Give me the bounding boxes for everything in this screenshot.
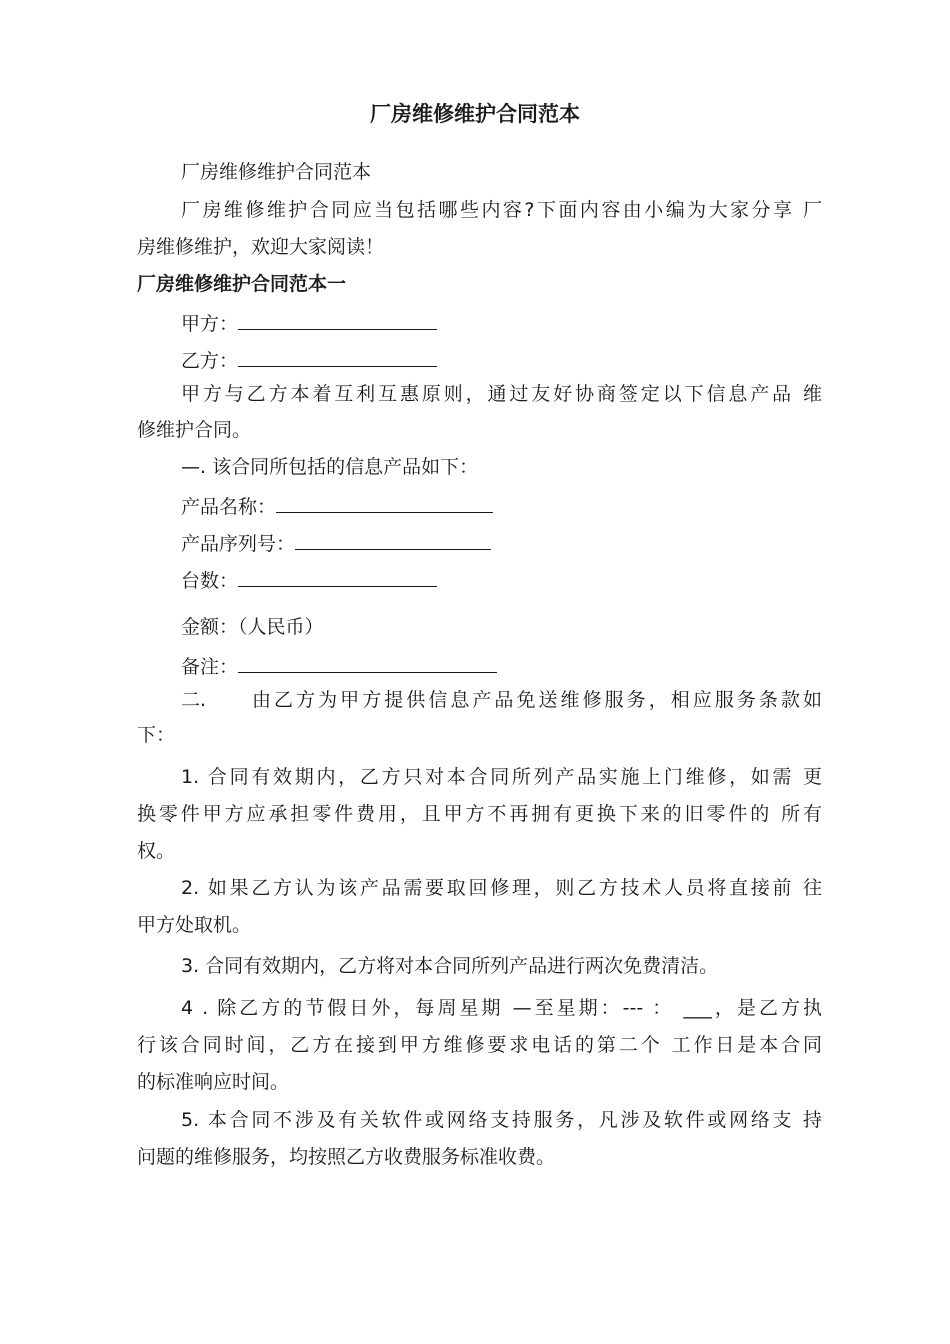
party-b-label: 乙方： <box>181 350 239 372</box>
principle-line-1: 甲方与乙方本着互利互惠原则，通过友好协商签定以下信息产品 维 <box>181 383 822 405</box>
party-b-blank <box>238 344 437 367</box>
product-name-blank <box>276 490 493 513</box>
quantity-blank <box>238 564 437 587</box>
serial-label: 产品序列号： <box>181 533 296 555</box>
amount-field: 金额：（人民币） <box>181 616 324 638</box>
item2-number: 二. <box>181 689 207 711</box>
product-name-field <box>181 490 493 521</box>
principle-line-2: 修维护合同。 <box>137 419 252 441</box>
quantity-field <box>181 564 437 595</box>
serial-field <box>181 527 491 558</box>
party-a-label: 甲方： <box>181 313 239 335</box>
clause4-line-3: 的标准响应时间。 <box>137 1071 290 1093</box>
document-title: 厂房维修维护合同范本 <box>370 102 580 126</box>
item2-line-1: 由乙方为甲方提供信息产品免送维修服务，相应服务条款如 <box>252 689 822 711</box>
item1-heading: —. 该合同所包括的信息产品如下： <box>181 456 479 478</box>
clause3-line-1: 3. 合同有效期内，乙方将对本合同所列产品进行两次免费清洁。 <box>181 955 719 977</box>
clause4-line-1: 4 . 除乙方的节假日外，每周星期 —至星期：--- ： ___，是乙方执 <box>181 997 822 1019</box>
clause4-line-2: 行该合同时间，乙方在接到甲方维修要求电话的第二个 工作日是本合同 <box>137 1034 822 1056</box>
party-a-field <box>181 307 437 338</box>
clause1-line-1: 1. 合同有效期内，乙方只对本合同所列产品实施上门维修，如需 更 <box>181 766 822 788</box>
clause2-line-2: 甲方处取机。 <box>137 914 252 936</box>
intro-line-1: 厂房维修维护合同应当包括哪些内容?下面内容由小编为大家分享 厂 <box>181 199 822 221</box>
subtitle: 厂房维修维护合同范本 <box>181 161 372 183</box>
party-b-field <box>181 344 437 375</box>
item2-line-2: 下： <box>137 724 176 746</box>
clause1-line-3: 权。 <box>137 840 176 862</box>
intro-line-2: 房维修维护，欢迎大家阅读！ <box>137 236 385 258</box>
remark-blank <box>238 650 497 673</box>
section-heading: 厂房维修维护合同范本一 <box>137 273 347 295</box>
quantity-label: 台数： <box>181 570 239 592</box>
serial-blank <box>295 527 491 550</box>
product-name-label: 产品名称： <box>181 496 277 518</box>
clause1-line-2: 换零件甲方应承担零件费用，且甲方不再拥有更换下来的旧零件的 所有 <box>137 803 822 825</box>
remark-label: 备注： <box>181 656 239 678</box>
clause2-line-1: 2. 如果乙方认为该产品需要取回修理，则乙方技术人员将直接前 往 <box>181 877 822 899</box>
remark-field <box>181 650 497 681</box>
clause5-line-1: 5. 本合同不涉及有关软件或网络支持服务，凡涉及软件或网络支 持 <box>181 1109 822 1131</box>
party-a-blank <box>238 307 437 330</box>
clause5-line-2: 问题的维修服务，均按照乙方收费服务标准收费。 <box>137 1146 556 1168</box>
